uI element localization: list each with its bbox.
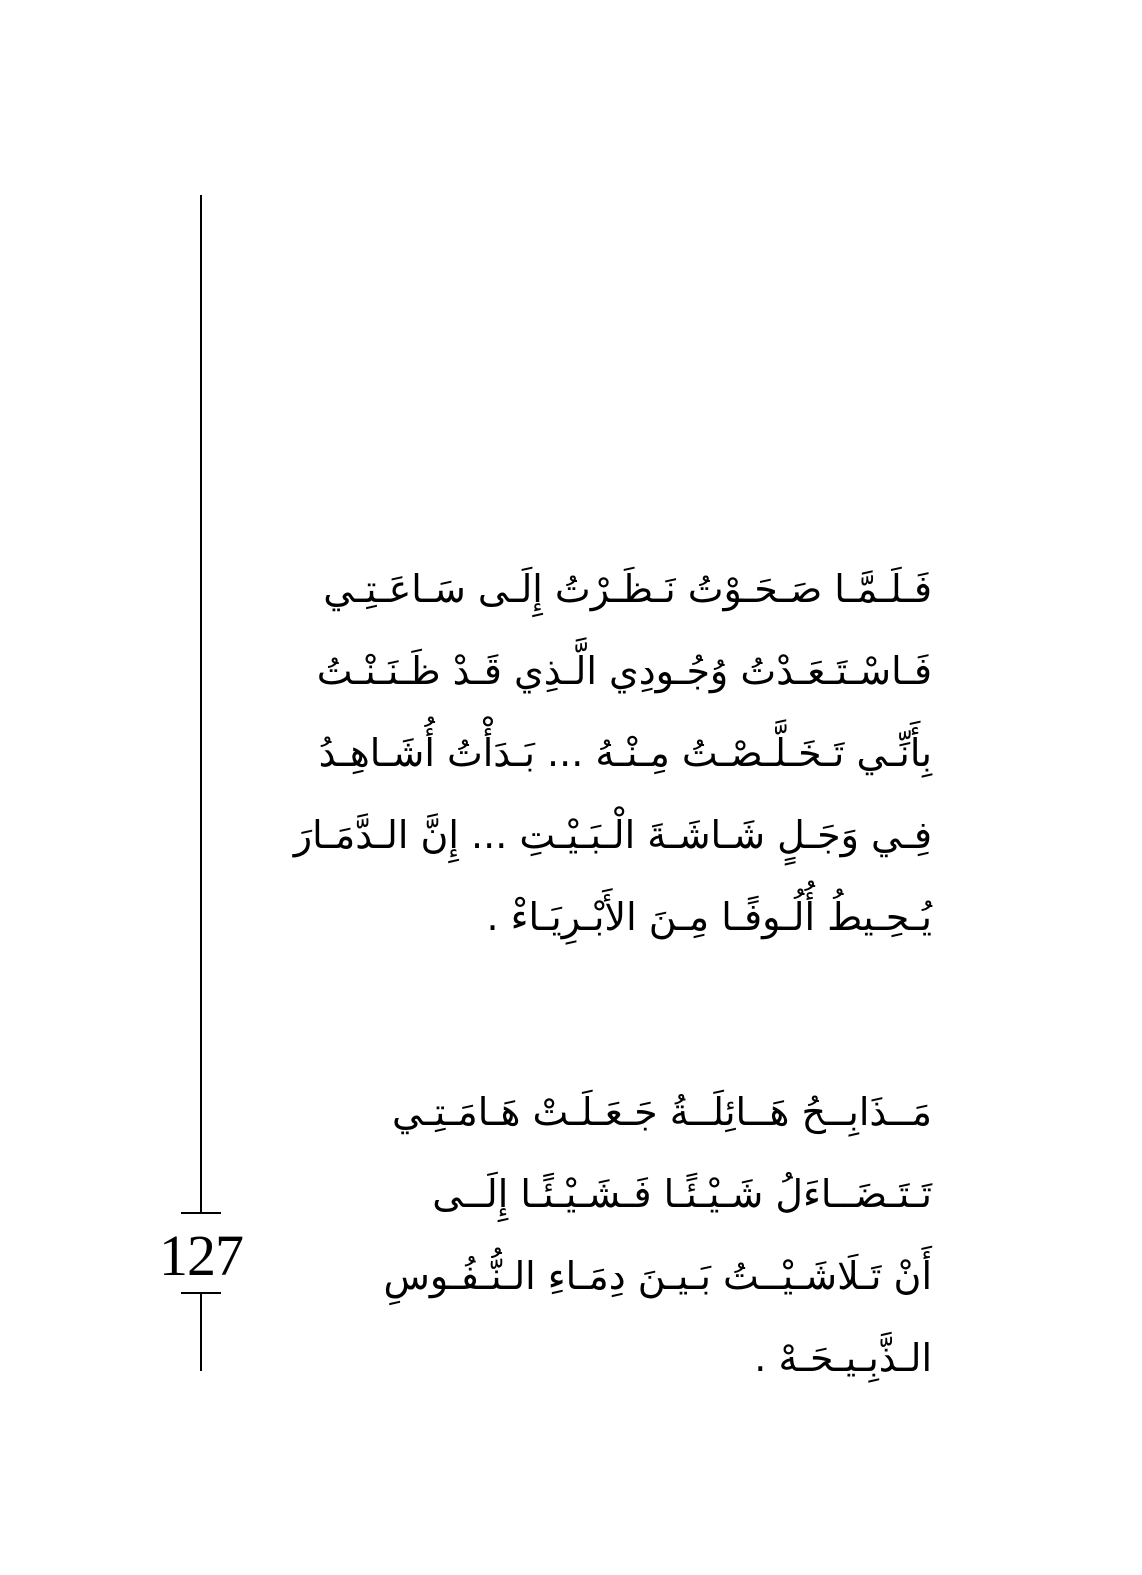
- page-number-tick-top: [181, 1212, 221, 1214]
- verse-line: تَـتَـضَــاءَلُ شَـيْـئًـا فَـشَـيْـئًـا إِلَــى: [432, 1172, 932, 1216]
- verse-line: أَنْ تَـلَاشَـيْــتُ بَـيـنَ دِمَـاءِ الـنُّـفُـوسِ: [383, 1254, 932, 1298]
- margin-rule-bottom: [200, 1292, 202, 1371]
- verse-line: الـذَّبِـيـحَـهْ .: [754, 1336, 932, 1380]
- stanza-1: [290, 548, 932, 958]
- page-number: 127: [159, 1223, 243, 1288]
- verse-line: مَــذَابِــحُ هَــائِلَــةُ جَـعَـلَـتْ هَـامَـتِـي: [391, 1090, 932, 1134]
- margin-rule-top: [200, 195, 202, 1213]
- stanza-2: [290, 1071, 932, 1399]
- verse-line: يُـحِـيطُ أُلُـوفًـا مِـنَ الأَبْـرِيَـاءْ .: [486, 895, 932, 939]
- verse-line: فِـي وَجَـلٍ شَـاشَـةَ الْـبَـيْـتِ ... إِنَّ الـدَّمَـارَ: [293, 813, 932, 857]
- verse-line: بِأَنِّـي تَـخَـلَّـصْـتُ مِـنْـهُ ... بَـدَأْتُ أُشَـاهِـدُ: [318, 731, 932, 775]
- verse-line: فَـاسْـتَـعَـدْتُ وُجُـودِي الَّـذِي قَـدْ ظَـنَـنْـتُ: [316, 649, 932, 693]
- verse-line: فَـلَـمَّـا صَـحَـوْتُ نَـظَـرْتُ إِلَـى سَـاعَـتِـي: [323, 567, 932, 611]
